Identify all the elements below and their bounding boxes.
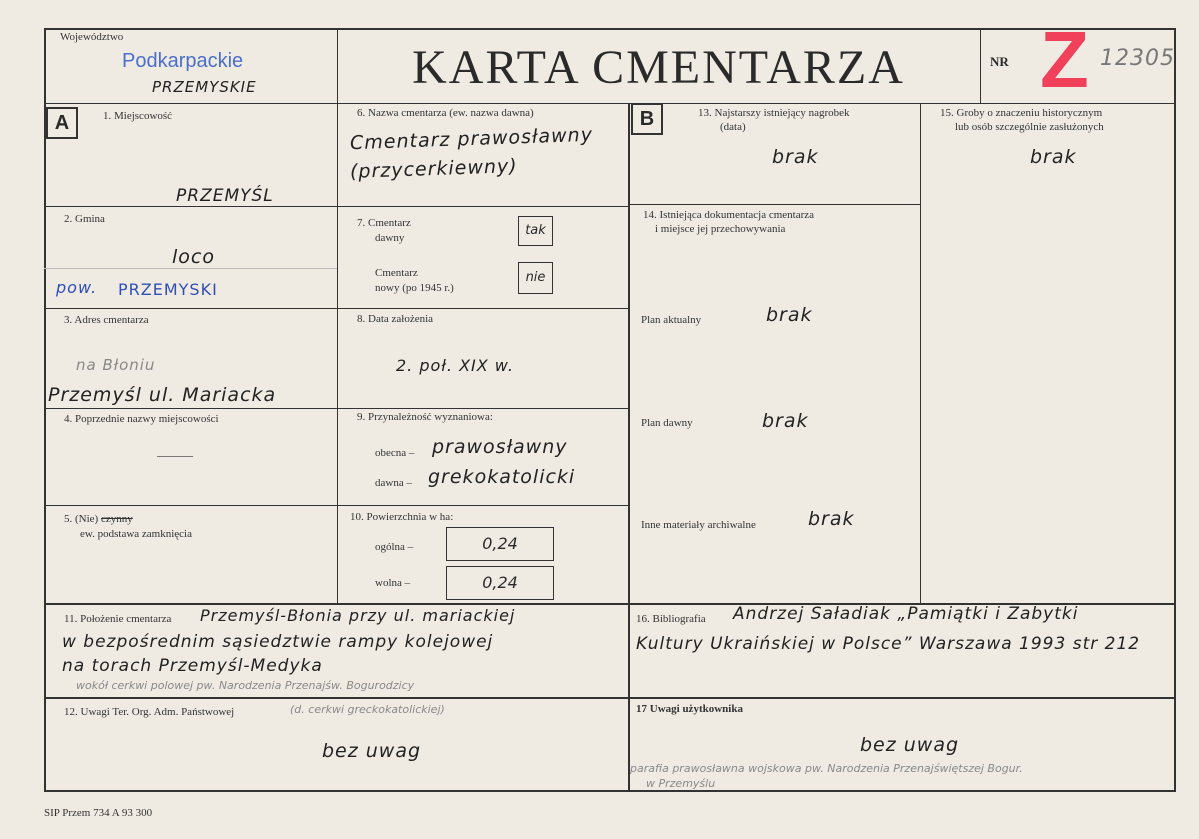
inne-materialy-value: brak — [808, 508, 855, 530]
field-7-dawny-box: tak — [518, 216, 553, 246]
form-frame — [44, 28, 1176, 792]
field-15-sublabel: lub osób szczególnie zasłużonych — [955, 121, 1104, 133]
field-13-label: 13. Najstarszy istniejący nagrobek — [698, 107, 850, 119]
field-17-pencil-1: parafia prawosławna wojskowa pw. Narodzenia Przenajświętszej Bogur. — [630, 762, 1023, 775]
field-17-pencil-2: w Przemyślu — [646, 777, 716, 790]
field-14-sublabel: i miejsce jej przechowywania — [655, 223, 786, 235]
field-15-label: 15. Groby o znaczeniu historycznym — [940, 107, 1103, 119]
field-7-nowy-box: nie — [518, 262, 553, 294]
field-8-value: 2. poł. XIX w. — [396, 356, 514, 375]
page-title: KARTA CMENTARZA — [412, 41, 905, 94]
field-15-value: brak — [1030, 146, 1077, 168]
field-3-label: 3. Adres cmentarza — [64, 314, 149, 326]
field-10-wolna-box: 0,24 — [446, 566, 554, 600]
field-4-label: 4. Poprzednie nazwy miejscowości — [64, 413, 219, 425]
field-8-label: 8. Data założenia — [357, 313, 434, 325]
field-5-nie: 5. (Nie) — [64, 513, 99, 525]
field-7-label: 7. Cmentarz — [357, 217, 411, 229]
inne-materialy-label: Inne materiały archiwalne — [641, 519, 756, 531]
field-1-label: 1. Miejscowość — [103, 110, 173, 122]
field-9-obecna: prawosławny — [432, 436, 568, 458]
field-11-line2: w bezpośrednim sąsiedztwie rampy kolejowej — [62, 632, 494, 652]
field-12-value: bez uwag — [322, 740, 422, 762]
field-11-pencil: wokół cerkwi polowej pw. Narodzenia Przenajśw. Bogurodzicy — [76, 679, 415, 692]
field-9-dawna: grekokatolicki — [428, 466, 576, 488]
field-10-ogolna-label: ogólna – — [375, 541, 414, 553]
field-5-sublabel: ew. podstawa zamknięcia — [80, 528, 192, 540]
field-9-dawna-label: dawna – — [375, 477, 412, 489]
field-16-label: 16. Bibliografia — [636, 613, 706, 625]
field-13-value: brak — [772, 146, 819, 168]
field-3-pencil: na Błoniu — [76, 356, 156, 374]
footer-code: SIP Przem 734 A 93 300 — [44, 807, 153, 819]
nr-label: NR — [990, 54, 1009, 69]
field-7-nowy-label2: nowy (po 1945 r.) — [375, 282, 454, 294]
field-2-label: 2. Gmina — [64, 213, 105, 225]
field-2-extra: PRZEMYSKI — [118, 280, 218, 299]
field-12-label: 12. Uwagi Ter. Org. Adm. Państwowej — [64, 706, 235, 718]
section-a-badge: A — [46, 107, 78, 139]
section-b-badge: B — [631, 103, 663, 135]
field-11-line3: na torach Przemyśl-Medyka — [62, 656, 323, 676]
field-4-value: ——— — [157, 448, 193, 462]
field-17-value: bez uwag — [860, 734, 960, 756]
field-6-line1: Cmentarz prawosławny — [349, 123, 594, 155]
plan-aktualny-label: Plan aktualny — [641, 314, 702, 326]
nr-value: 12305 — [1100, 46, 1175, 71]
field-13-sublabel: (data) — [720, 121, 746, 133]
field-9-label: 9. Przynależność wyznaniowa: — [357, 411, 493, 423]
plan-dawny-value: brak — [762, 410, 809, 432]
field-10-ogolna-box: 0,24 — [446, 527, 554, 561]
field-16-line2: Kultury Ukraińskiej w Polsce” Warszawa 1993 str 212 — [636, 634, 1141, 654]
field-10-wolna-label: wolna – — [375, 577, 411, 589]
wojewodztwo-value: PRZEMYSKIE — [152, 78, 257, 96]
field-11-line1: Przemyśl-Błonia przy ul. mariackiej — [200, 606, 516, 625]
field-6-label: 6. Nazwa cmentarza (ew. nazwa dawna) — [357, 107, 534, 119]
field-3-value: Przemyśl ul. Mariacka — [48, 384, 277, 406]
field-17-label: 17 Uwagi użytkownika — [636, 703, 743, 715]
field-2-extra-prefix: pow. — [56, 278, 98, 297]
field-5-struck: czynny — [100, 513, 133, 525]
field-10-label: 10. Powierzchnia w ha: — [350, 511, 454, 523]
field-1-value: PRZEMYŚL — [176, 186, 274, 206]
wojewodztwo-label: Województwo — [60, 31, 124, 43]
field-5-label — [64, 512, 133, 526]
wojewodztwo-stamp: Podkarpackie — [122, 50, 244, 72]
field-9-obecna-label: obecna – — [375, 447, 415, 459]
field-14-label: 14. Istniejąca dokumentacja cmentarza — [643, 209, 815, 221]
nr-letter-stamp: Z — [1040, 15, 1089, 104]
field-11-label: 11. Położenie cmentarza — [64, 613, 172, 625]
field-2-value: loco — [172, 246, 215, 268]
field-7-nowy-label: Cmentarz — [375, 267, 418, 279]
field-6-line2: (przycerkiewny) — [349, 155, 519, 183]
field-12-pencil: (d. cerkwi greckokatolickiej) — [290, 703, 445, 716]
plan-aktualny-value: brak — [766, 304, 813, 326]
field-16-line1: Andrzej Saładiak „Pamiątki i Zabytki — [733, 604, 1079, 624]
field-7-dawny-label: dawny — [375, 232, 405, 244]
plan-dawny-label: Plan dawny — [641, 417, 693, 429]
